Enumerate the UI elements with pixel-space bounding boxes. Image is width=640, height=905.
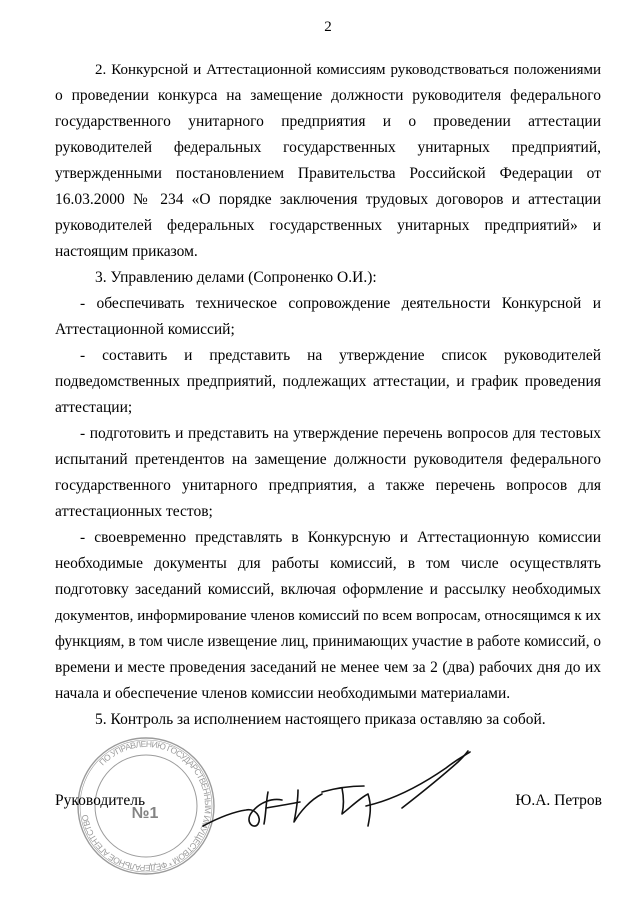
signature-stroke — [294, 790, 322, 822]
signature-stroke — [402, 751, 468, 808]
handwritten-signature — [203, 751, 470, 826]
text-line: испытаний претендентов на замещение должности руководителя федерального — [55, 451, 601, 468]
signature-stroke — [366, 752, 470, 806]
text-line: о проведении конкурса на замещение должности руководителя федерального — [55, 87, 601, 104]
text-line: - своевременно представлять в Конкурсную и Аттестационную комиссии — [80, 529, 601, 546]
document-body — [55, 57, 601, 733]
subclause-questions — [55, 421, 601, 525]
clause-2 — [55, 57, 601, 265]
text-line: 5. Контроль за исполнением настоящего приказа оставляю за собой. — [95, 711, 546, 728]
subclause-documents — [55, 525, 601, 707]
text-line: руководителей федеральных государственных унитарных предприятий, — [55, 139, 601, 156]
stamp-number: №1 — [131, 805, 159, 822]
signature-stroke — [264, 792, 268, 824]
signatory-name: Ю.А. Петров — [515, 792, 602, 809]
text-line: 2. Конкурсной и Аттестационной комиссиям руководствоваться положениями — [95, 62, 601, 78]
signature-stroke — [203, 800, 282, 827]
text-line: аттестации; — [55, 399, 133, 416]
signature-stroke — [322, 786, 364, 792]
text-line: подготовку заседаний комиссий, включая оформление и рассылку необходимых — [55, 581, 601, 598]
clause-5 — [55, 707, 601, 733]
text-line: руководителей федеральных государственных унитарных предприятий» и — [55, 217, 601, 234]
text-line: документов, информирование членов комиссий по всем вопросам, относящимся к их — [55, 608, 601, 624]
text-line: - обеспечивать техническое сопровождение деятельности Конкурсной и — [80, 295, 601, 312]
text-line: начала и обеспечение членов комиссии необходимыми материалами. — [55, 685, 511, 702]
text-line: 16.03.2000 № 234 «О порядке заключения трудовых договоров и аттестации — [55, 191, 601, 208]
text-line: настоящим приказом. — [55, 243, 198, 260]
page-number: 2 — [324, 19, 332, 35]
stamp-ring-textpath: ПО УПРАВЛЕНИЮ ГОСУДАРСТВЕННЫМ ИМУЩЕСТВОМ * ФЕДЕРАЛЬНОЕ АГЕНТСТВО — [79, 738, 214, 874]
signature-stroke — [266, 802, 300, 808]
text-line: времени и месте проведения заседаний не менее чем за 2 (два) рабочих дня до их — [55, 659, 601, 676]
subclause-support — [55, 291, 601, 343]
text-line: функциям, в том числе извещение лиц, принимающих участие в работе комиссий, о — [55, 633, 601, 650]
subclause-list — [55, 343, 601, 421]
text-line: государственного унитарного предприятия и о проведении аттестации — [55, 113, 601, 130]
text-line: аттестационных тестов; — [55, 503, 213, 520]
signature-stroke — [342, 788, 370, 826]
text-line: - подготовить и представить на утверждение перечень вопросов для тестовых — [80, 425, 601, 442]
text-line: государственного унитарного предприятия, а также перечень вопросов для — [55, 477, 601, 494]
text-line: - составить и представить на утверждение список руководителей — [80, 347, 601, 364]
text-line: 3. Управлению делами (Сопроненко О.И.): — [95, 269, 377, 286]
signatory-position: Руководитель — [55, 792, 146, 809]
text-line: необходимые документы для работы комиссий, в том числе осуществлять — [55, 555, 601, 572]
text-line: Аттестационной комиссий; — [55, 321, 235, 338]
clause-3 — [55, 265, 601, 291]
text-line: подведомственных предприятий, подлежащих аттестации, и график проведения — [55, 373, 601, 390]
text-line: утвержденными постановлением Правительства Российской Федерации от — [55, 165, 601, 182]
